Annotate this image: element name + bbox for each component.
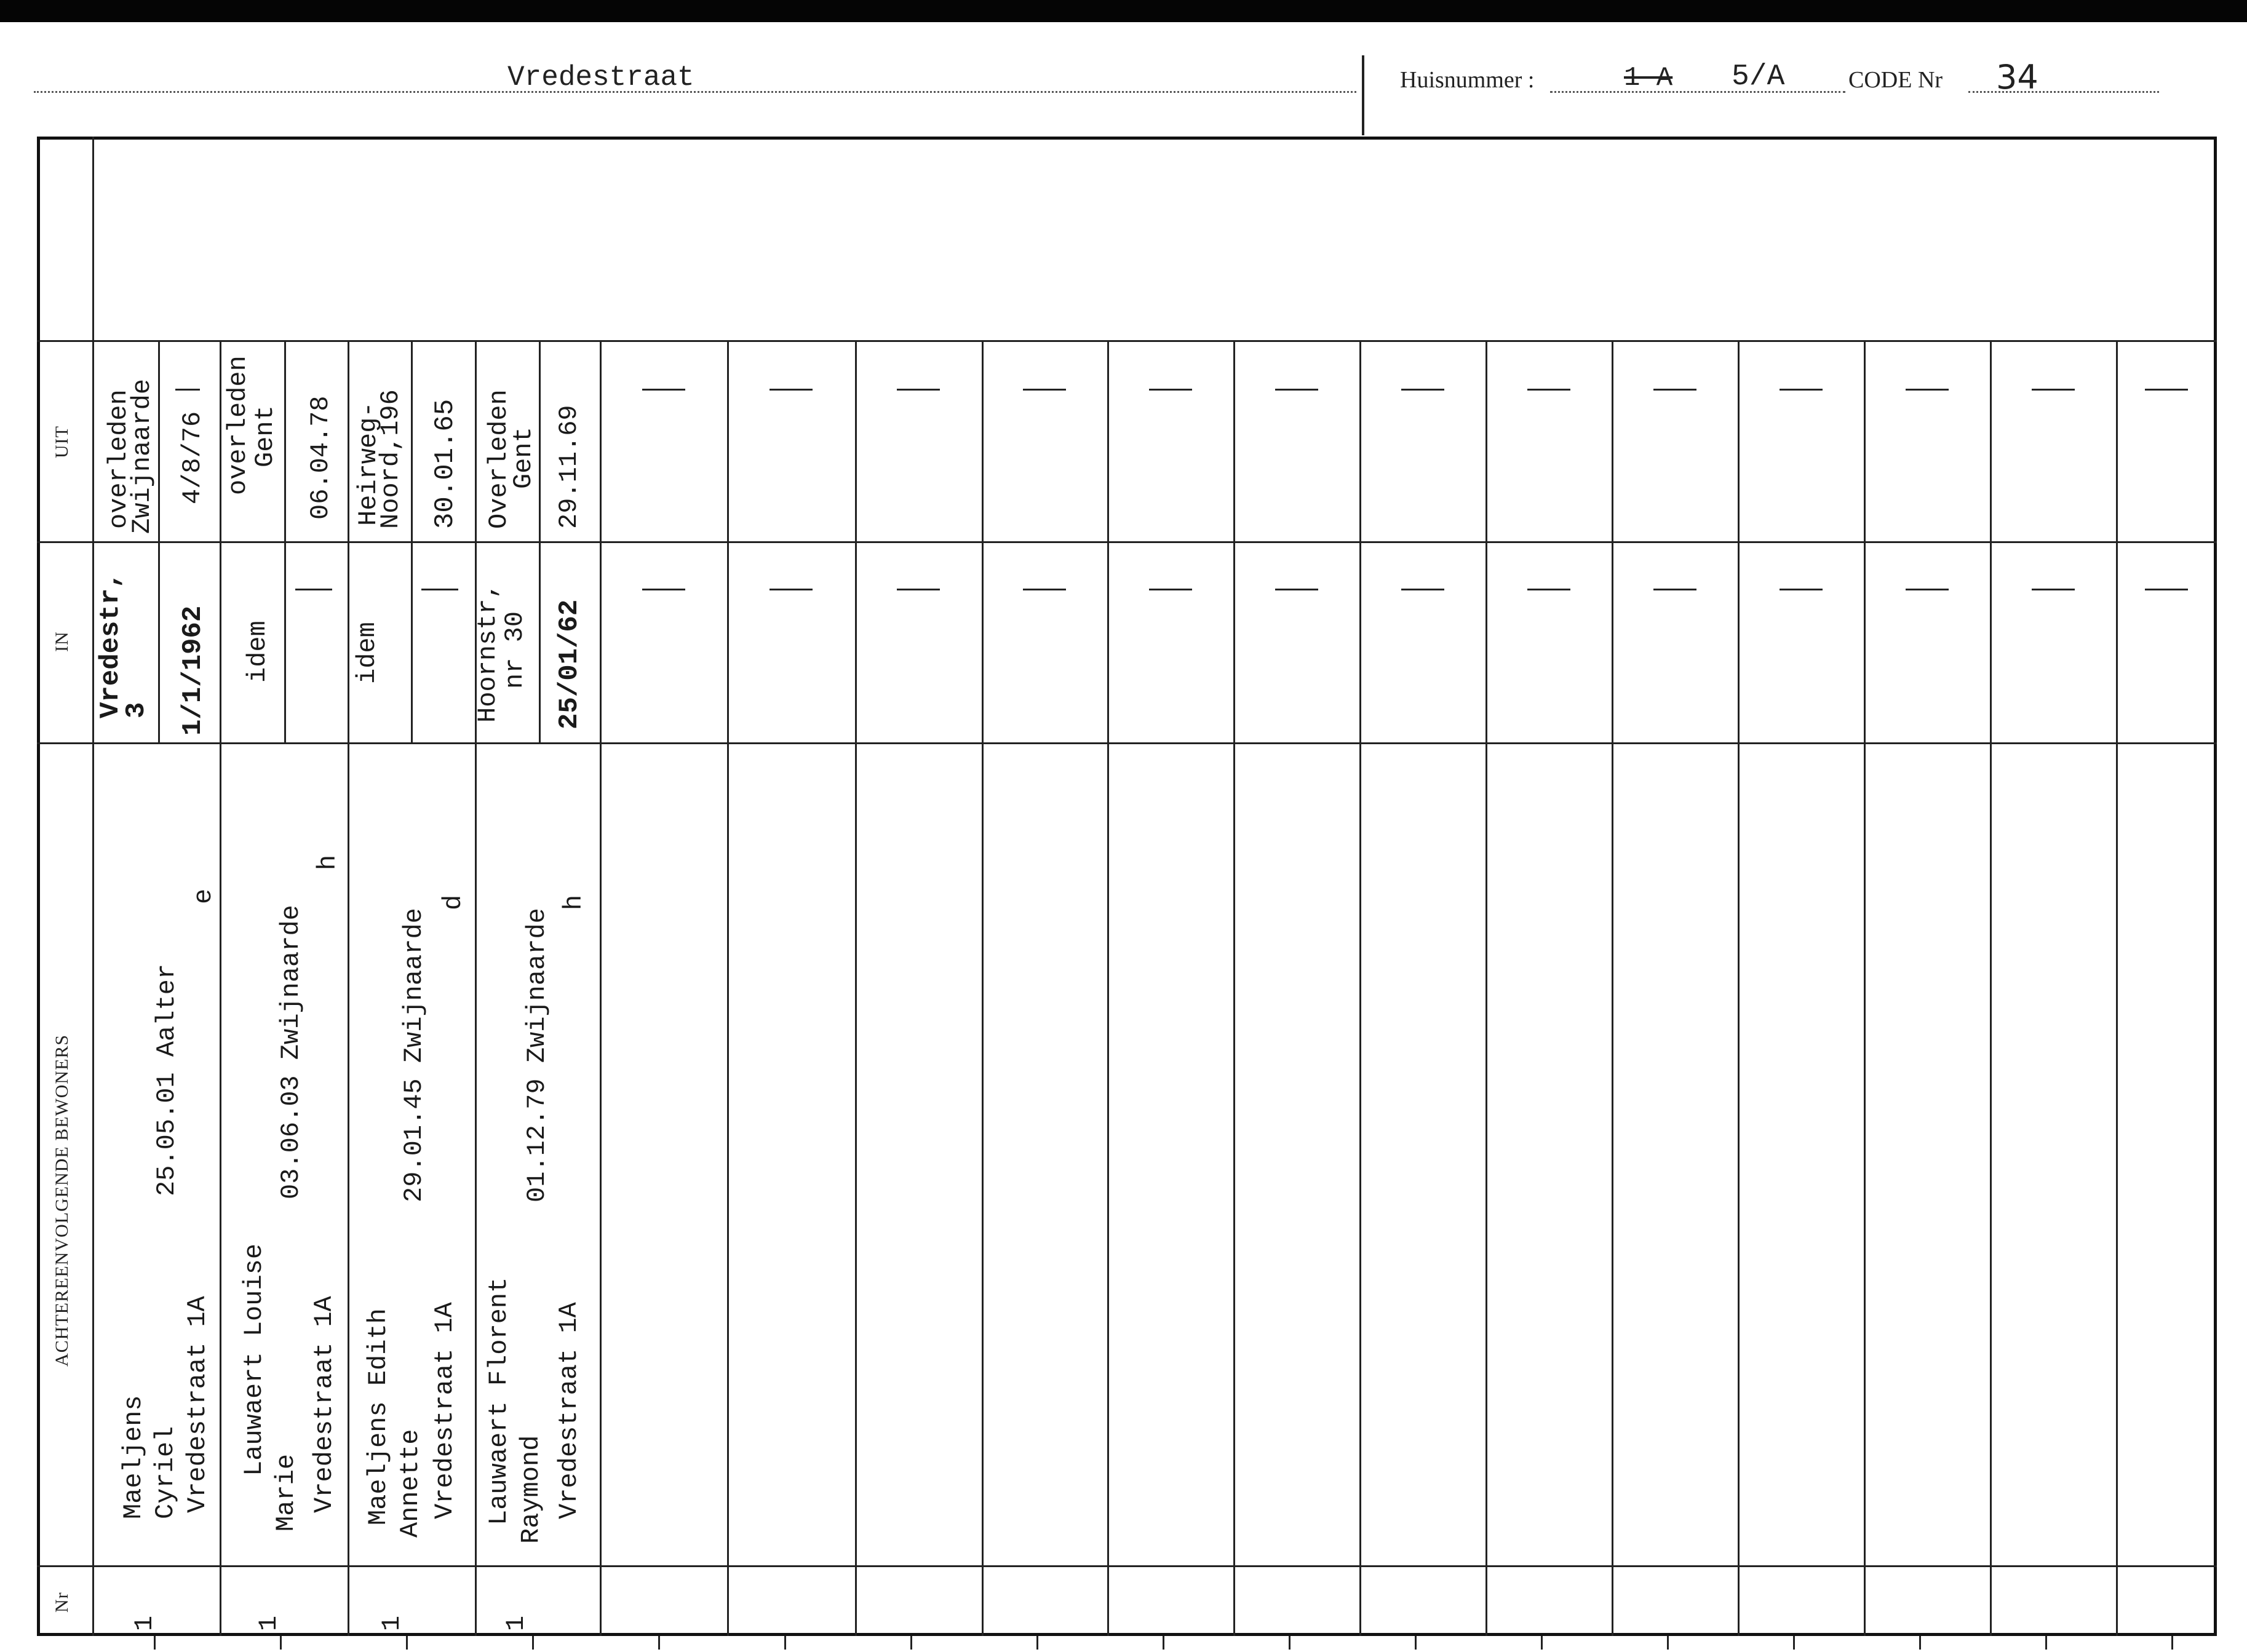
label-uit: UIT <box>52 426 72 458</box>
dash-mark <box>1023 589 1066 590</box>
top-scan-border <box>0 0 2247 22</box>
resident-2-uit-date: 06.04.78 <box>306 395 335 520</box>
street-name: Vredestraat <box>507 62 694 93</box>
resident-4-uit-place-1: Overleden <box>484 389 514 529</box>
bottom-tick <box>2171 1636 2173 1650</box>
dash-mark <box>175 389 200 391</box>
resident-2-name-1: Lauwaert Louise <box>239 1243 269 1476</box>
resident-3-name-2: Annette <box>396 1429 425 1538</box>
resident-3-name-1: Maeljens Edith <box>364 1308 393 1525</box>
dash-mark <box>295 589 332 590</box>
column-divider <box>982 340 984 1636</box>
dash-mark <box>897 389 940 391</box>
bottom-tick <box>1793 1636 1795 1650</box>
bottom-tick <box>1289 1636 1291 1650</box>
resident-4-in-place-2: nr 30 <box>500 611 530 689</box>
bottom-tick <box>1163 1636 1164 1650</box>
resident-2-in-place-1: idem <box>243 621 272 683</box>
subcol-divider-4 <box>539 340 541 742</box>
bottom-tick <box>154 1636 156 1650</box>
resident-1-uit-place-1: overleden <box>104 389 133 529</box>
resident-2-address: Vredestraat 1A <box>309 1296 339 1513</box>
resident-2-nr: 1 <box>254 1615 284 1631</box>
header-separator <box>1362 55 1364 135</box>
row-divider-nr-top <box>37 1565 2217 1567</box>
column-divider <box>475 340 477 1636</box>
resident-3-code: d <box>439 894 468 910</box>
dash-mark <box>1527 589 1570 590</box>
dash-mark <box>1653 589 1696 590</box>
resident-3-birth: 29.01.45 Zwijnaarde <box>399 908 429 1202</box>
resident-4-birth: 01.12.79 Zwijnaarde <box>522 908 552 1202</box>
row-divider-in-top <box>37 541 2217 543</box>
bottom-tick <box>1919 1636 1921 1650</box>
dash-mark <box>1401 589 1444 590</box>
street-dotted-line <box>34 91 1356 93</box>
column-divider <box>1485 340 1487 1636</box>
column-divider <box>1864 340 1866 1636</box>
resident-4-in-place-1: Hoornstr, <box>473 583 503 723</box>
resident-2-uit-place-2: Gent <box>250 405 280 467</box>
bottom-tick <box>1667 1636 1669 1650</box>
dash-mark <box>1275 389 1318 391</box>
dash-mark <box>2032 389 2075 391</box>
huisnummer-dotted-line <box>1550 91 1845 93</box>
subcol-divider-2 <box>284 340 286 742</box>
resident-4-uit-date: 29.11.69 <box>554 405 584 529</box>
resident-3-address: Vredestraat 1A <box>430 1302 459 1519</box>
dash-mark <box>1527 389 1570 391</box>
bottom-tick <box>280 1636 282 1650</box>
resident-1-in-place-1: Vredestr, <box>95 572 126 718</box>
resident-4-name-1: Lauwaert Florent <box>484 1277 514 1525</box>
resident-4-nr: 1 <box>501 1615 531 1631</box>
dash-mark <box>421 589 458 590</box>
dash-mark <box>2145 589 2188 590</box>
resident-2-code: h <box>313 854 343 870</box>
dash-mark <box>1023 389 1066 391</box>
column-divider <box>1107 340 1109 1636</box>
huisnummer-value: 5/A <box>1732 60 1785 93</box>
bottom-tick <box>1415 1636 1417 1650</box>
huisnummer-label: Huisnummer : <box>1400 67 1535 93</box>
code-value: 34 <box>1996 58 2038 97</box>
resident-2-name-2: Marie <box>271 1453 301 1531</box>
huisnummer-old-value: 1 A <box>1624 63 1673 93</box>
resident-3-in-place-1: idem <box>352 622 382 684</box>
resident-1-uit-date: 4/8/76 <box>178 411 207 504</box>
bottom-tick <box>532 1636 534 1650</box>
dash-mark <box>1780 389 1823 391</box>
column-divider <box>1359 340 1361 1636</box>
bottom-tick <box>1036 1636 1038 1650</box>
resident-1-in-date: 1/1/1962 <box>178 605 209 736</box>
dash-mark <box>1653 389 1696 391</box>
resident-4-in-date: 25/01/62 <box>554 599 585 729</box>
column-divider <box>1990 340 1992 1636</box>
bottom-tick <box>2045 1636 2047 1650</box>
row-divider-uit-top <box>37 340 2217 342</box>
resident-4-uit-place-2: Gent <box>509 427 538 489</box>
dash-mark <box>1906 589 1949 590</box>
dash-mark <box>1401 389 1444 391</box>
resident-2-birth: 03.06.03 Zwijnaarde <box>276 905 306 1199</box>
dash-mark <box>642 389 685 391</box>
resident-4-name-2: Raymond <box>516 1435 546 1544</box>
resident-1-name-1: Maeljens <box>119 1395 148 1519</box>
resident-1-address: Vredestraat 1A <box>183 1296 212 1513</box>
label-in: IN <box>52 631 72 652</box>
resident-2-uit-place-1: overleden <box>223 355 253 495</box>
resident-1-nr: 1 <box>130 1615 159 1631</box>
column-divider <box>1233 340 1235 1636</box>
subcol-divider-1 <box>158 340 160 742</box>
resident-1-birth: 25.05.01 Aalter <box>152 963 181 1196</box>
column-divider <box>727 340 729 1636</box>
resident-1-name-2: Cyriel <box>151 1426 180 1519</box>
label-bewoners: ACHTEREENVOLGENDE BEWONERS <box>52 1034 72 1367</box>
bottom-tick <box>1541 1636 1543 1650</box>
resident-4-code: h <box>559 894 589 910</box>
resident-3-uit-place-1: Heirweg- <box>354 402 383 526</box>
label-column-divider <box>92 137 94 1636</box>
dash-mark <box>642 589 685 590</box>
dash-mark <box>770 589 813 590</box>
resident-1-code: e <box>189 888 218 904</box>
resident-3-uit-date: 30.01.65 <box>430 399 461 529</box>
bottom-tick <box>910 1636 912 1650</box>
bottom-tick <box>784 1636 786 1650</box>
resident-1-uit-place-2: Zwijnaarde <box>127 378 157 534</box>
column-divider <box>855 340 857 1636</box>
resident-4-address: Vredestraat 1A <box>554 1302 584 1519</box>
dash-mark <box>1906 389 1949 391</box>
dash-mark <box>2145 389 2188 391</box>
bottom-tick <box>406 1636 408 1650</box>
dash-mark <box>770 389 813 391</box>
column-divider <box>220 340 221 1636</box>
dash-mark <box>1149 589 1192 590</box>
dash-mark <box>1275 589 1318 590</box>
resident-3-nr: 1 <box>377 1615 407 1631</box>
bottom-tick <box>658 1636 660 1650</box>
dash-mark <box>2032 589 2075 590</box>
resident-3-uit-place-2: Noord,196 <box>376 389 405 529</box>
subcol-divider-3 <box>411 340 413 742</box>
column-divider <box>600 340 602 1636</box>
dash-mark <box>897 589 940 590</box>
column-divider <box>2116 340 2118 1636</box>
column-divider <box>1738 340 1740 1636</box>
column-divider <box>348 340 349 1636</box>
dash-mark <box>1780 589 1823 590</box>
row-divider-bewoners-top <box>37 742 2217 744</box>
label-nr: Nr <box>52 1592 72 1613</box>
column-divider <box>1612 340 1613 1636</box>
code-label: CODE Nr <box>1848 67 1943 93</box>
dash-mark <box>1149 389 1192 391</box>
resident-1-in-place-2: 3 <box>121 702 152 718</box>
